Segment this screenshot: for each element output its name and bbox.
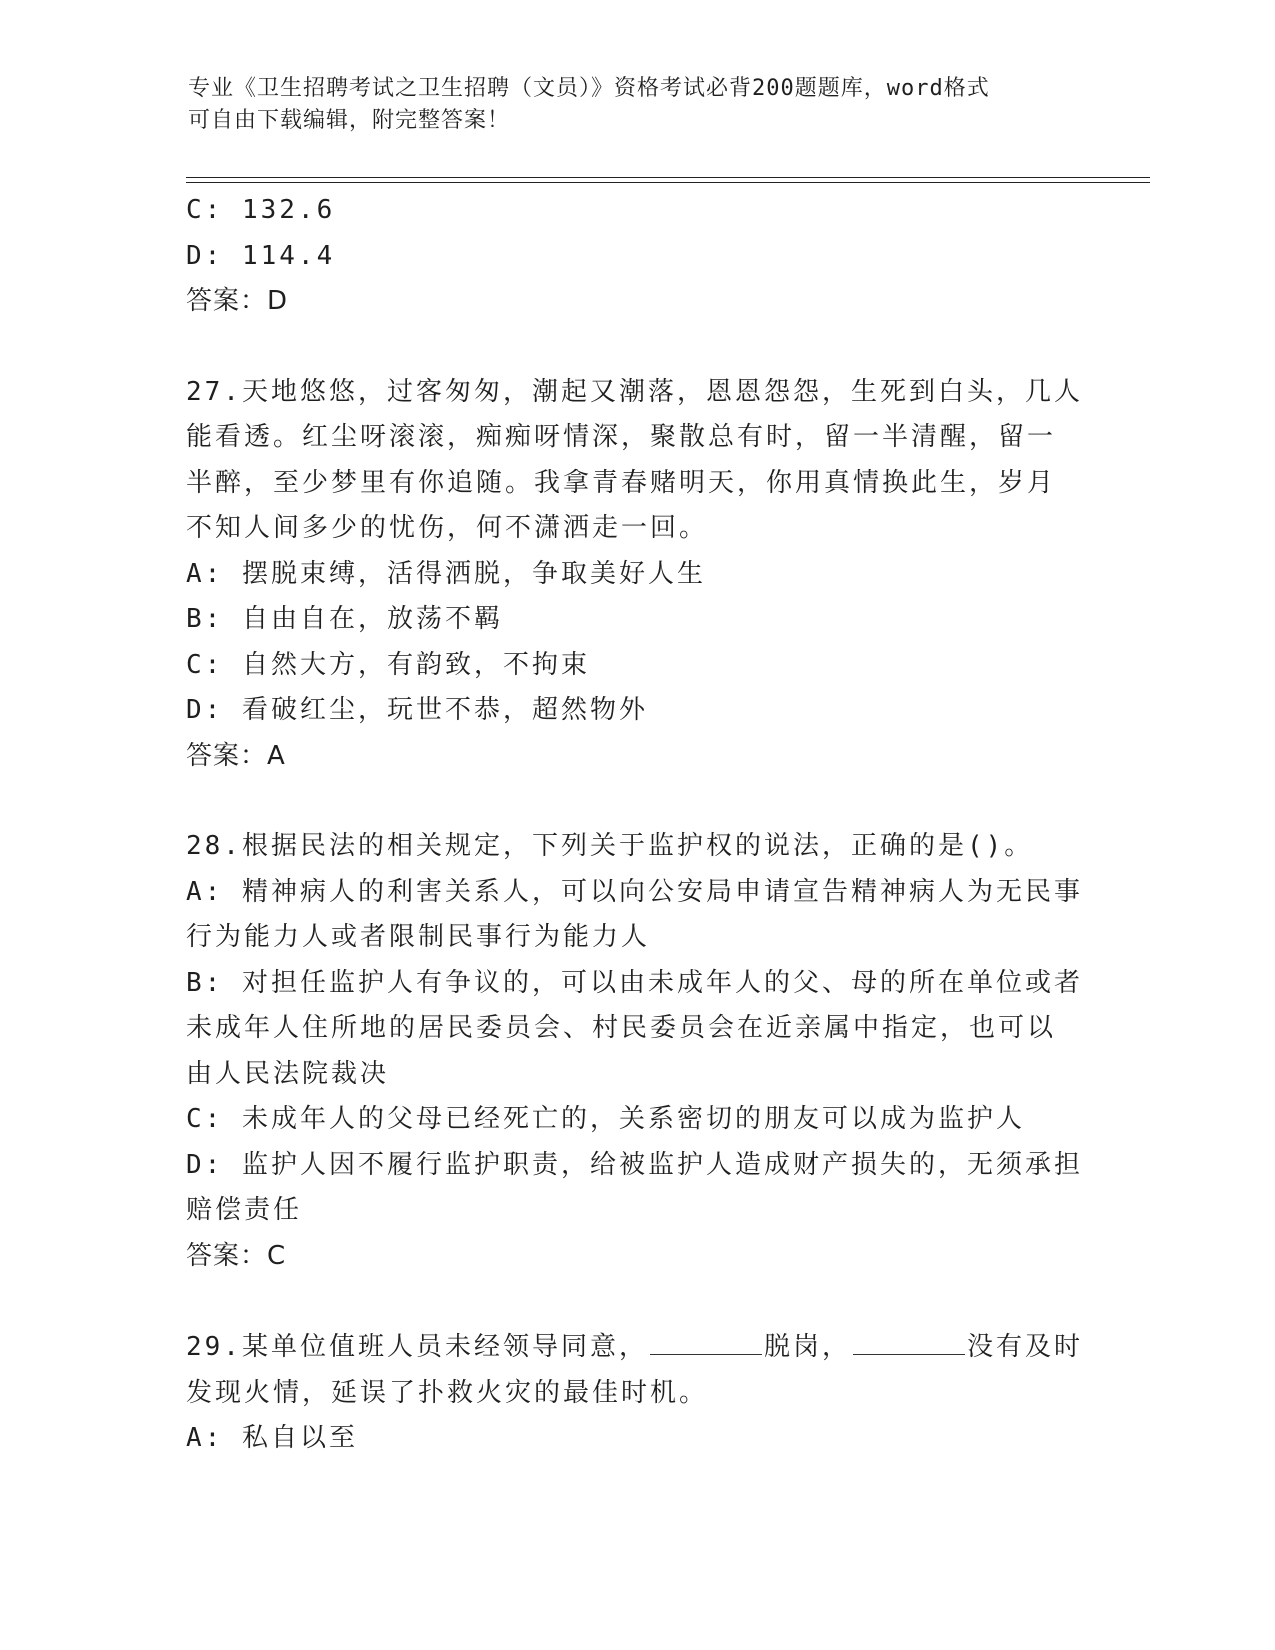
stem-part-2: 脱岗， <box>763 1332 851 1362</box>
spacer <box>186 325 1066 370</box>
header-rule-bottom <box>186 182 1150 183</box>
question-stem-line: 半醉，至少梦里有你追随。我拿青春赌明天，你用真情换此生，岁月 <box>186 467 1057 498</box>
stem-part-1: 29.某单位值班人员未经领导同意， <box>186 1332 648 1362</box>
question-27 <box>186 370 1083 780</box>
question-list <box>186 188 1083 1462</box>
question-stem-line: 28.根据民法的相关规定，下列关于监护权的说法，正确的是()。 <box>186 831 1034 861</box>
header-rule-top <box>186 177 1150 178</box>
option-d: D: 看破红尘，玩世不恭，超然物外 <box>186 695 648 725</box>
header-line-1: 专业《卫生招聘考试之卫生招聘（文员）》资格考试必背200题题库，word格式 <box>188 76 990 101</box>
question-stem-line: 能看透。红尘呀滚滚，痴痴呀情深，聚散总有时，留一半清醒，留一 <box>186 422 1057 452</box>
question-28 <box>186 824 1083 1279</box>
question-stem-line: 27.天地悠悠，过客匆匆，潮起又潮落，恩恩怨怨，生死到白头，几人 <box>186 376 1083 407</box>
option-c: C: 自然大方，有韵致，不拘束 <box>186 649 590 680</box>
spacer <box>186 1279 1066 1324</box>
question-stem-line: 不知人间多少的忧伤，何不潇洒走一回。 <box>186 513 709 543</box>
option-c: C: 未成年人的父母已经死亡的，关系密切的朋友可以成为监护人 <box>186 1104 1025 1134</box>
header-line-2: 可自由下载编辑，附完整答案！ <box>188 108 511 133</box>
option-b: B: 自由自在，放荡不羁 <box>186 604 503 634</box>
document-header <box>188 73 1068 137</box>
option-b-continued: 未成年人住所地的居民委员会、村民委员会在近亲属中指定，也可以 <box>186 1013 1057 1043</box>
fill-blank-1 <box>650 1324 762 1355</box>
option-d: D: 监护人因不履行监护职责，给被监护人造成财产损失的，无须承担 <box>186 1149 1083 1180</box>
answer-label: 答案：A <box>186 740 286 771</box>
option-d: D: 114.4 <box>186 240 336 271</box>
fill-blank-2 <box>853 1324 965 1355</box>
option-a-continued: 行为能力人或者限制民事行为能力人 <box>186 922 651 952</box>
answer-label: 答案：D <box>186 286 289 316</box>
option-a: A: 摆脱束缚，活得洒脱，争取美好人生 <box>186 558 706 589</box>
spacer <box>186 779 1066 824</box>
question-stem-line: 发现火情，延误了扑救火灾的最佳时机。 <box>186 1377 709 1408</box>
question-stem-line <box>186 1324 1083 1371</box>
question-26 <box>186 188 1066 325</box>
option-a: A: 精神病人的利害关系人，可以向公安局申请宣告精神病人为无民事 <box>186 876 1083 907</box>
stem-part-3: 没有及时 <box>966 1332 1083 1362</box>
question-29 <box>186 1324 1083 1462</box>
option-a: A: 私自以至 <box>186 1423 358 1453</box>
option-b-continued: 由人民法院裁决 <box>186 1058 390 1089</box>
answer-label: 答案：C <box>186 1240 287 1271</box>
option-c: C: 132.6 <box>186 195 336 225</box>
option-b: B: 对担任监护人有争议的，可以由未成年人的父、母的所在单位或者 <box>186 967 1083 998</box>
option-d-continued: 赔偿责任 <box>186 1195 303 1225</box>
